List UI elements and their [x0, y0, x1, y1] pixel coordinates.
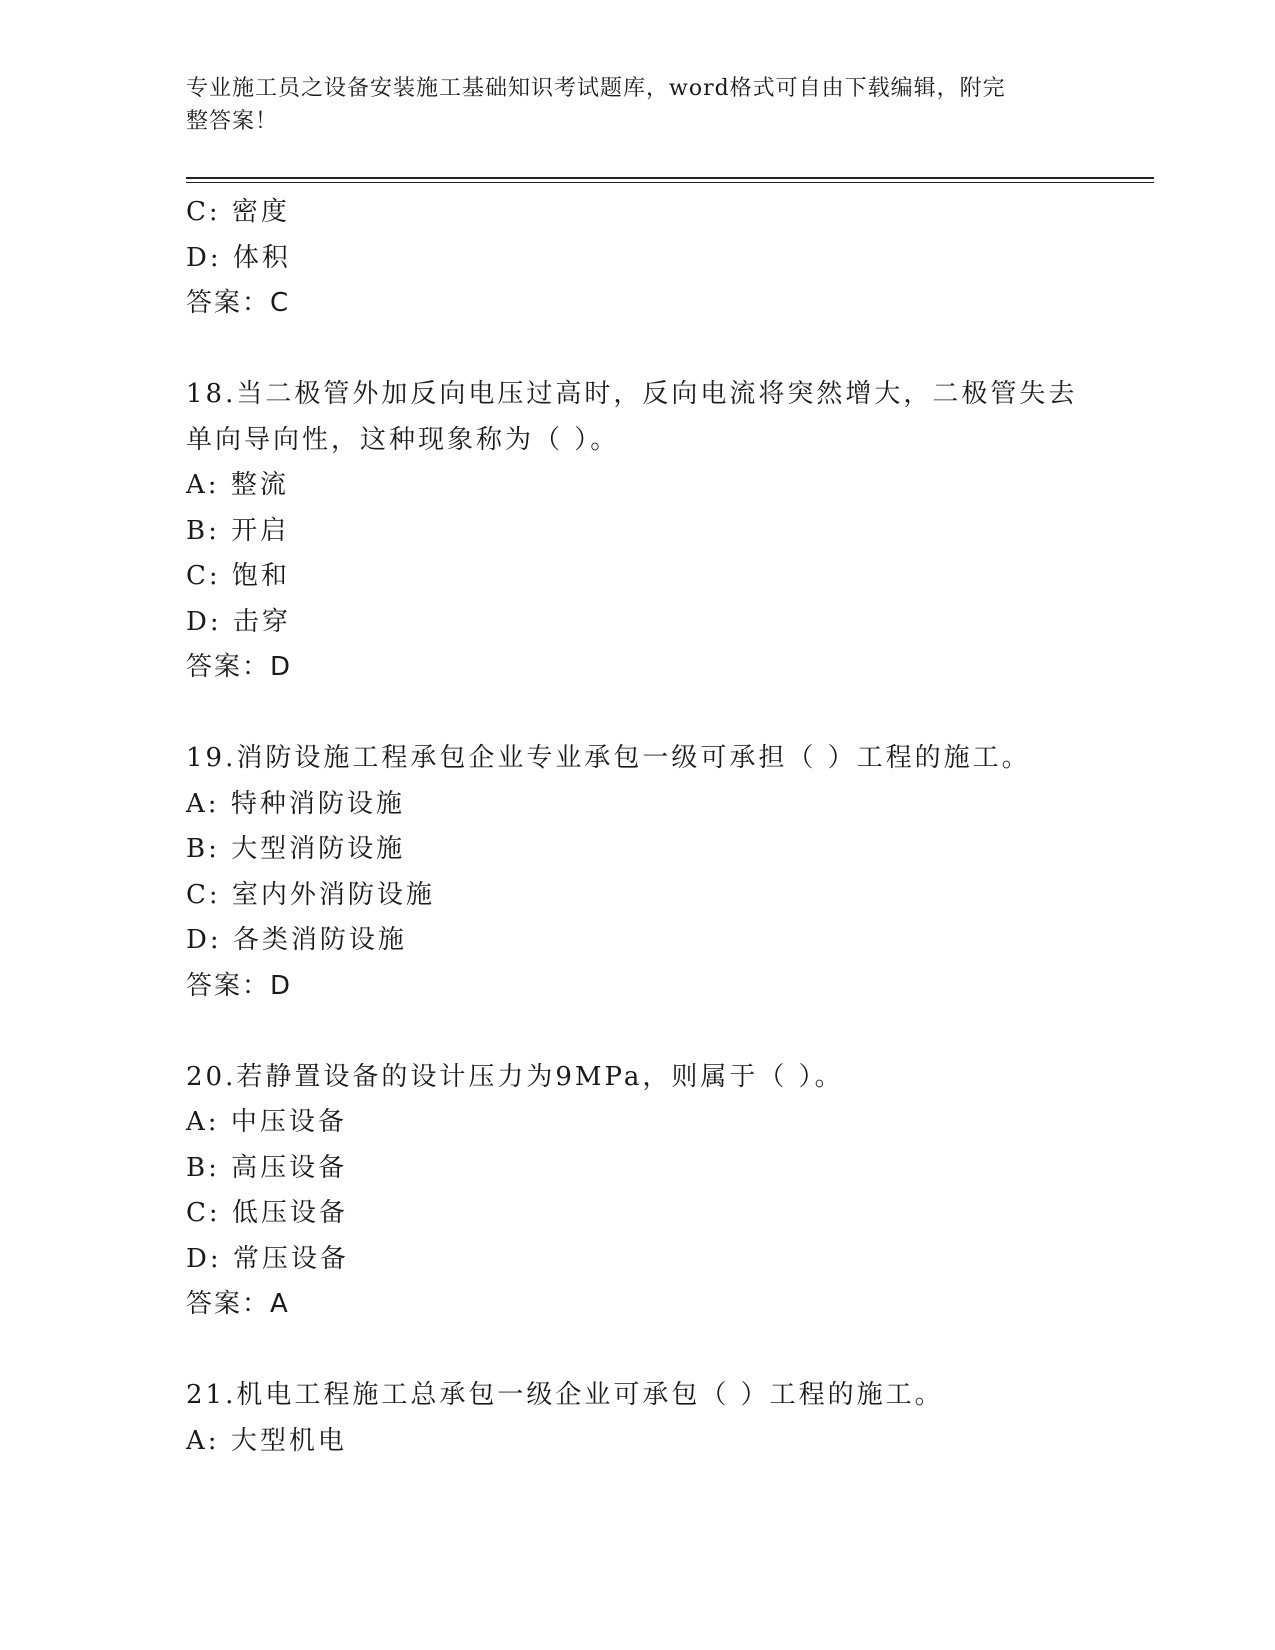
question-text-line-1: 19.消防设施工程承包企业专业承包一级可承担（ ）工程的施工。: [186, 743, 1031, 773]
option-text: 大型机电: [230, 1425, 347, 1456]
question-17-continued: [186, 190, 1086, 327]
header-divider-thick: [186, 177, 1154, 179]
option-label: C:: [186, 1198, 221, 1228]
question-19: [186, 736, 1086, 1009]
option-label: A:: [186, 470, 220, 500]
answer-line: 答案：D: [186, 970, 293, 1001]
option-label: A:: [186, 1107, 220, 1137]
option-label: D:: [186, 606, 222, 637]
option-label: D:: [186, 925, 222, 955]
option-a: [186, 782, 1086, 828]
option-text: 开启: [231, 515, 290, 546]
option-d: [186, 236, 1086, 282]
question-text-line-1: 21.机电工程施工总承包一级企业可承包（ ）工程的施工。: [186, 1380, 944, 1410]
option-text: 中压设备: [230, 1107, 347, 1137]
answer-line: 答案：C: [186, 288, 291, 318]
option-text: 低压设备: [231, 1198, 348, 1228]
option-label: C:: [186, 197, 221, 227]
option-label: C:: [186, 561, 221, 591]
option-text: 常压设备: [232, 1243, 349, 1274]
option-label: C:: [186, 879, 221, 910]
option-c: [186, 873, 1086, 919]
option-a: [186, 463, 1086, 509]
option-label: A:: [186, 788, 220, 819]
spacer: [186, 327, 1086, 373]
header-line-2: 整答案！: [186, 109, 279, 134]
question-21: [186, 1373, 1086, 1464]
option-text: 各类消防设施: [232, 925, 407, 955]
question-text-line-1: 18.当二极管外加反向电压过高时，反向电流将突然增大，二极管失去: [186, 379, 1078, 409]
option-text: 击穿: [232, 606, 291, 637]
option-c: [186, 554, 1086, 600]
option-a: [186, 1100, 1086, 1146]
option-text: 高压设备: [231, 1152, 348, 1183]
option-a: [186, 1419, 1086, 1465]
option-b: [186, 509, 1086, 555]
option-label: B:: [186, 1152, 220, 1183]
question-text-line-2: 单向导向性，这种现象称为（ ）。: [186, 424, 620, 455]
option-text: 整流: [230, 470, 289, 500]
option-text: 室内外消防设施: [231, 879, 435, 910]
option-c: [186, 190, 1086, 236]
option-label: D:: [186, 1243, 222, 1274]
option-b: [186, 1146, 1086, 1192]
option-label: A:: [186, 1425, 220, 1456]
answer-line: 答案：D: [186, 652, 293, 682]
option-label: B:: [186, 834, 220, 864]
option-label: B:: [186, 515, 220, 546]
spacer: [186, 1009, 1086, 1055]
question-list: [186, 190, 1086, 1464]
spacer: [186, 1328, 1086, 1374]
header-line-1: 专业施工员之设备安装施工基础知识考试题库，word格式可自由下载编辑，附完: [186, 76, 1006, 101]
option-d: [186, 1237, 1086, 1283]
question-20: [186, 1055, 1086, 1328]
spacer: [186, 691, 1086, 737]
header-divider-thin: [186, 182, 1154, 183]
option-text: 特种消防设施: [230, 788, 405, 819]
option-text: 密度: [231, 197, 290, 227]
question-text-line-1: 20.若静置设备的设计压力为9MPa，则属于（ ）。: [186, 1061, 844, 1092]
option-text: 体积: [232, 242, 291, 273]
option-d: [186, 918, 1086, 964]
question-18: [186, 372, 1086, 691]
answer-line: 答案：A: [186, 1289, 290, 1319]
option-text: 大型消防设施: [231, 834, 406, 864]
document-header: [186, 72, 1066, 138]
option-label: D:: [186, 242, 222, 273]
option-text: 饱和: [231, 561, 290, 591]
option-c: [186, 1191, 1086, 1237]
option-b: [186, 827, 1086, 873]
option-d: [186, 600, 1086, 646]
